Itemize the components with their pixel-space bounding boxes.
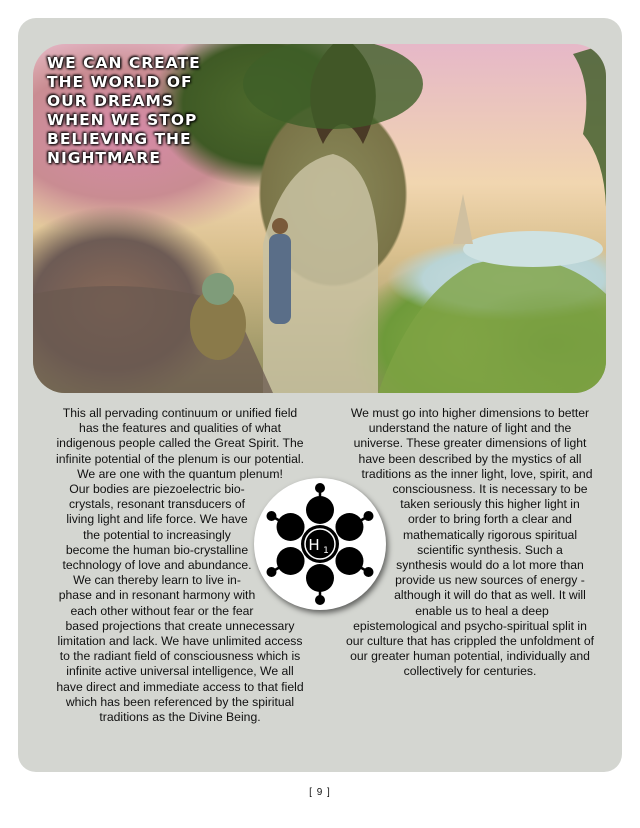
text-line: collectively for centuries.	[403, 664, 537, 679]
text-line: the potential to increasingly	[83, 527, 231, 542]
text-line: although it will do that as well. It will	[394, 588, 586, 603]
text-line: indigenous people called the Great Spirit. The	[56, 436, 304, 451]
hero-title-line: WHEN WE STOP	[47, 111, 198, 129]
bond-tip	[363, 567, 373, 577]
text-line: synthesis would do a lot more than	[396, 558, 584, 573]
hero-title-line: OUR DREAMS	[47, 92, 175, 110]
text-line: Our bodies are piezoelectric bio-	[69, 482, 245, 497]
text-line: This all pervading continuum or unified field	[62, 406, 298, 420]
text-line: consciousness. It is necessary to be	[392, 482, 588, 497]
text-line: which has been referenced by the spiritual	[65, 694, 295, 709]
text-line: crystals, resonant transducers of	[68, 497, 246, 512]
bond-tip	[267, 511, 277, 521]
text-line: We can thereby learn to live in-	[73, 573, 241, 588]
text-line: universe. These greater dimensions of light	[353, 436, 587, 451]
atom-lobe	[306, 564, 334, 592]
text-line: become the human bio-crystalline	[65, 542, 249, 557]
text-line: has the features and qualities of what	[79, 421, 281, 436]
text-line: epistemological and psycho-spiritual split in	[353, 618, 587, 633]
page-number: [ 9 ]	[309, 787, 331, 798]
text-line: our greater human potential, individually and	[350, 649, 590, 664]
atom-lobe	[277, 547, 305, 575]
text-line: traditions as the inner light, love, spirit, and	[361, 466, 593, 481]
hero-title-line: WE CAN CREATE	[47, 54, 201, 72]
hero-title-line: NIGHTMARE	[47, 149, 161, 167]
text-line: infinite potential of the plenum is our potential.	[56, 451, 304, 466]
bond-tip	[315, 595, 325, 605]
bond-tip	[315, 483, 325, 493]
text-line: to the radiant field of consciousness which is	[59, 649, 301, 664]
h1-molecule-logo	[254, 478, 386, 610]
bond-tip	[267, 567, 277, 577]
bond-tip	[363, 511, 373, 521]
text-line: provide us new sources of energy -	[395, 573, 585, 588]
atom-lobe	[335, 547, 363, 575]
atom-lobe	[335, 513, 363, 541]
hero-title-line: THE WORLD OF	[47, 73, 193, 91]
hero-title	[47, 54, 201, 168]
text-line: scientific synthesis. Such a	[417, 542, 563, 557]
text-line: have been described by the mystics of all	[358, 451, 582, 466]
logo-subscript: 1	[323, 546, 329, 556]
text-line: infinite active universal intelligence, We all	[66, 664, 294, 679]
text-line: living light and life force. We have	[66, 512, 248, 527]
hero-painting	[33, 44, 606, 393]
molecule-icon	[254, 478, 386, 610]
text-line: phase and in resonant harmony with	[58, 588, 256, 603]
text-line: mathematically rigorous spiritual	[402, 527, 578, 542]
text-line: limitation and lack. We have unlimited access	[57, 634, 303, 649]
text-line: taken seriously this higher light in	[400, 497, 580, 512]
text-line: our culture that has crippled the unfoldment of	[346, 634, 594, 649]
atom-lobe	[306, 496, 334, 524]
text-line: understand the nature of light and the	[368, 421, 572, 436]
text-line: traditions as the Divine Being.	[99, 710, 261, 725]
text-line: enable us to heal a deep	[415, 603, 549, 618]
text-line: We must go into higher dimensions to better	[350, 406, 590, 420]
text-line: each other without fear or the fear	[70, 603, 254, 618]
text-line: have direct and immediate access to that field	[56, 679, 304, 694]
hero-title-line: BELIEVING THE	[47, 130, 192, 148]
text-line: based projections that create unnecessary	[65, 618, 295, 633]
text-line: technology of love and abundance.	[62, 558, 252, 573]
text-line: order to bring forth a clear and	[408, 512, 572, 527]
atom-lobe	[277, 513, 305, 541]
logo-label: H	[308, 536, 320, 554]
text-line: We are one with the quantum plenum!	[77, 466, 283, 481]
